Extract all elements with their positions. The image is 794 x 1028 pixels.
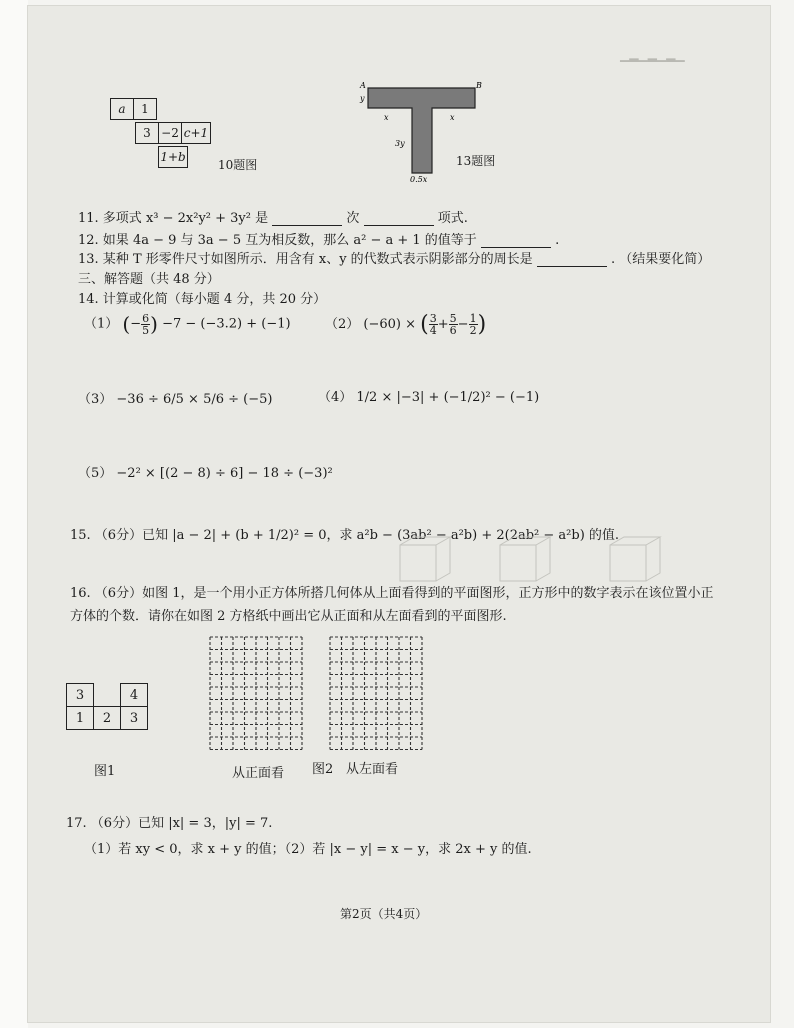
fig13-label-05x: 0.5x bbox=[410, 175, 428, 184]
q14-2-frac-3 bbox=[469, 313, 478, 336]
q14-2-label: （2） bbox=[325, 317, 360, 332]
fig13-label-x2: x bbox=[450, 113, 455, 122]
fig10-caption: 10题图 bbox=[218, 158, 258, 172]
fig10-net-row3 bbox=[158, 146, 188, 168]
question-17-line-2: （1）若 xy < 0，求 x + y 的值；（2）若 |x − y| = x − y，求 2x + y 的值. bbox=[84, 842, 532, 857]
fig1-cell: 2 bbox=[94, 707, 121, 730]
frac-num: 1 bbox=[469, 312, 477, 325]
question-17-line-1: 17. （6分）已知 |x| = 3，|y| = 7. bbox=[66, 816, 273, 831]
fig10-cell: 3 bbox=[136, 123, 159, 144]
left-view-grid[interactable] bbox=[328, 635, 428, 751]
q14-2: （2） (−60) × ( $\frac{3}{4}$ + $\frac{5}{6}$ − $\frac{1}{2}$ ) bbox=[325, 312, 487, 337]
fig10-cell: 1 bbox=[134, 99, 157, 120]
q14-4: （4） 1/2 × |−3| + (−1/2)² − (−1) bbox=[318, 390, 540, 405]
q14-2-body: (−60) × bbox=[363, 317, 417, 332]
q11-blank-2[interactable] bbox=[364, 213, 434, 226]
fig1-cell-empty bbox=[94, 684, 121, 707]
q13-text: 13. 某种 T 形零件尺寸如图所示．用含有 x、y 的代数式表示阴影部分的周长是 bbox=[78, 252, 533, 267]
frac-num: 3 bbox=[429, 312, 437, 325]
fig1-cell: 4 bbox=[121, 684, 148, 707]
q11-blank-1[interactable] bbox=[272, 213, 342, 226]
frac-den: 2 bbox=[469, 324, 477, 337]
fig1-cell: 1 bbox=[67, 707, 94, 730]
question-14-heading: 14. 计算或化简（每小题 4 分，共 20 分） bbox=[78, 292, 327, 307]
frac-den: 6 bbox=[449, 324, 457, 337]
q14-1-fraction bbox=[141, 313, 150, 336]
section-3-heading: 三、解答题（共 48 分） bbox=[78, 272, 220, 287]
q14-1-label: （1） bbox=[84, 316, 119, 332]
q13-blank[interactable] bbox=[537, 254, 607, 267]
fig1-cell: 3 bbox=[67, 684, 94, 707]
fig10-cell: c+1 bbox=[182, 123, 211, 144]
q11-post: 项式. bbox=[437, 211, 468, 226]
q16-front-view-caption: 从正面看 bbox=[232, 766, 285, 781]
question-16-line-1: 16. （6分）如图 1，是一个用小正方体所搭几何体从上面看得到的平面图形，正方形中的数字表示在该位置小正 bbox=[70, 586, 714, 601]
q14-5: （5） −2² × [(2 − 8) ÷ 6] − 18 ÷ (−3)² bbox=[78, 466, 333, 481]
scan-left-margin bbox=[0, 0, 28, 1028]
fig10-cell: a bbox=[111, 99, 134, 120]
fig13-label-3y: 3y bbox=[395, 139, 405, 148]
fig13-label-x1: x bbox=[384, 113, 389, 122]
q12-post: . bbox=[555, 233, 560, 248]
question-16-line-2: 方体的个数．请你在如图 2 方格纸中画出它从正面和从左面看到的平面图形. bbox=[70, 609, 507, 624]
bleed-through: ▁▂▁▂▁▂▁ bbox=[620, 48, 685, 62]
frac-num: 6 bbox=[142, 311, 150, 325]
q14-1-body: −7 − (−3.2) + (−1) bbox=[162, 316, 291, 332]
q16-fig2-caption: 图2 bbox=[312, 762, 334, 777]
q13-post: . （结果要化简） bbox=[610, 252, 711, 267]
fig13-t-shape bbox=[350, 78, 490, 188]
question-13 bbox=[78, 248, 710, 267]
frac-den: 4 bbox=[429, 324, 437, 337]
fig1-cell: 3 bbox=[121, 707, 148, 730]
question-12 bbox=[78, 229, 559, 248]
q11-mid: 次 bbox=[346, 211, 360, 226]
fig10-cell: 1+b bbox=[159, 147, 188, 168]
q14-2-frac-2 bbox=[449, 313, 458, 336]
fig13-caption: 13题图 bbox=[456, 154, 496, 168]
q16-fig1-top-view bbox=[66, 683, 148, 730]
frac-den: 5 bbox=[142, 323, 150, 337]
frac-num: 5 bbox=[449, 312, 457, 325]
q12-blank[interactable] bbox=[481, 235, 551, 248]
q14-1: （1） (− $\frac{6}{5}$ ) −7 − (−3.2) + (−1) bbox=[84, 311, 291, 337]
fig10-net bbox=[110, 98, 157, 120]
fig10-cell: −2 bbox=[159, 123, 182, 144]
question-15: 15. （6分）已知 |a − 2| + (b + 1/2)² = 0，求 a²b − (3ab² − a²b) + 2(2ab² − a²b) 的值. bbox=[70, 528, 620, 543]
page-footer: 第2页（共4页） bbox=[340, 907, 428, 921]
fig13-label-a: A bbox=[360, 81, 366, 90]
front-view-grid[interactable] bbox=[208, 635, 308, 751]
q16-left-view-caption: 从左面看 bbox=[346, 762, 399, 777]
q16-fig1-caption: 图1 bbox=[94, 764, 116, 779]
fig13-label-y: y bbox=[360, 94, 365, 103]
q12-text: 12. 如果 4a − 9 与 3a − 5 互为相反数，那么 a² − a + 1 的值等于 bbox=[78, 233, 477, 248]
question-11 bbox=[78, 207, 468, 226]
q14-2-frac-1 bbox=[429, 313, 438, 336]
fig13-label-b: B bbox=[476, 81, 482, 90]
q11-pre: 11. 多项式 x³ − 2x²y² + 3y² 是 bbox=[78, 211, 269, 226]
q14-3: （3） −36 ÷ 6/5 × 5/6 ÷ (−5) bbox=[78, 392, 273, 407]
bleed-through-cubes bbox=[390, 535, 690, 585]
fig10-net-row2 bbox=[135, 122, 211, 144]
